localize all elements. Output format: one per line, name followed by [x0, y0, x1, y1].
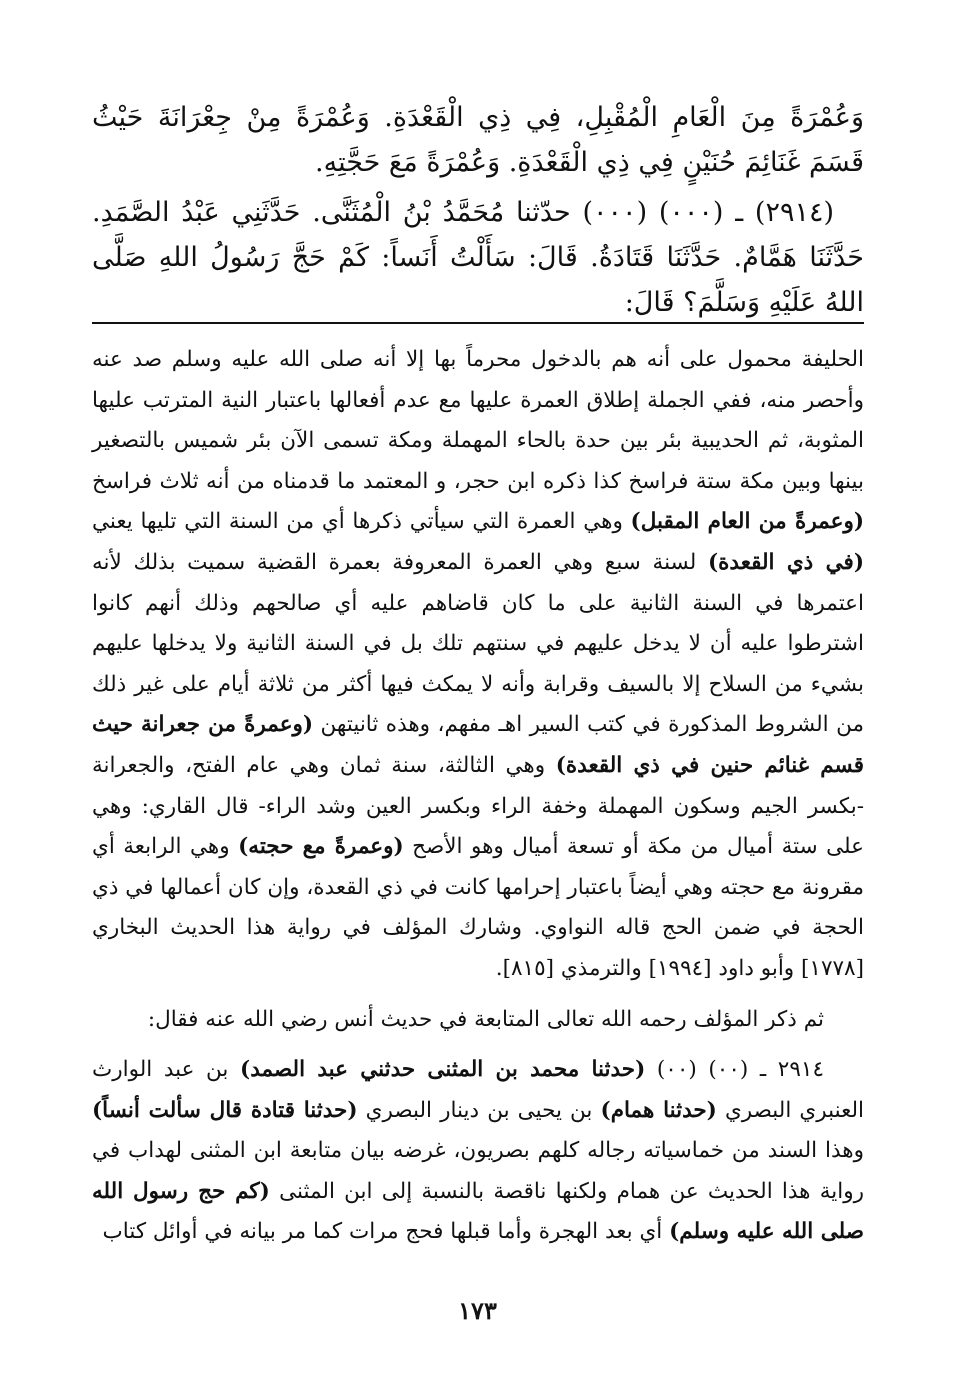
quoted-hadith-phrase: (حدثنا محمد بن المثنى حدثني عبد الصمد): [240, 1057, 646, 1083]
quoted-hadith-phrase: (حدثنا همام): [600, 1097, 717, 1123]
commentary-intro: ثم ذكر المؤلف رحمه الله تعالى المتابعة في حديث أنس رضي الله عنه فقال:: [147, 1006, 824, 1032]
footnote-divider: [92, 322, 864, 324]
commentary-text-run: لسنة سبع وهي العمرة المعروفة بعمرة القضية سميت بذلك لأنه اعتمرها في السنة الثانية على ما كان قاضاهم عليه أي صالحهم وذلك أنهم كانوا اشترطوا عليه أن لا يدخل عليهم في سنتهم تلك بل في السنة الثانية ولا يدخلها عليهم بشيء من السلاح إلا بالسيف وقرابة وأنه لا يمكث فيها أكثر من ثلاثة أيام على غير ذلك من الشروط المذكورة في كتب السير اهـ مفهم، وهذه ثانيتهن: [92, 549, 865, 738]
commentary-paragraph-2: [92, 1050, 864, 1253]
quoted-hadith-phrase: (وعمرةً من العام المقبل): [630, 509, 864, 535]
quoted-hadith-phrase: (وعمرةً من جعرانة حيث قسم غنائم حنين في ذي القعدة): [92, 712, 864, 778]
quoted-hadith-phrase: (حدثنا قتادة قال سألت أنساً): [92, 1097, 358, 1123]
commentary-text-run: الحليفة محمول على أنه هم بالدخول محرماً بها إلا أنه صلى الله عليه وسلم صد عنه وأحصر منه، ففي الجملة إطلاق العمرة عليها مع عدم أفعالها باعتبار النية المترتب عليها المثوبة، ثم الحديبية بئر بين حدة بالحاء المهملة ومكة تسمى الآن بئر شميس بالتصغير بينها وبين مكة ستة فراسخ كذا ذكره ابن حجر، و المعتمد ما قدمناه من أنه ثلاث فراسخ: [92, 347, 864, 494]
hadith-paragraph-1: وَعُمْرَةً مِنَ الْعَامِ الْمُقْبِلِ، فِي ذِي الْقَعْدَةِ. وَعُمْرَةً مِنْ جِعْرَانَةَ حَيْثُ قَسَمَ غَنَائِمَ حُنَيْنٍ فِي ذِي الْقَعْدَةِ. وَعُمْرَةً مَعَ حَجَّتِهِ.: [92, 102, 864, 178]
commentary-text-run: بن عبد الوارث العنبري البصري: [92, 1057, 864, 1123]
quoted-hadith-phrase: (كم حج رسول الله صلى الله عليه وسلم): [92, 1178, 864, 1245]
commentary-paragraph-1: [92, 340, 864, 990]
commentary-text-run: وهي الثالثة، سنة ثمان وهي عام الفتح، والجعرانة -بكسر الجيم وسكون المهملة وخفة الراء وبكسر العين وشد الراء- قال القاري: وهي على ستة أميال من مكة أو تسعة أميال وهو الأصح: [92, 752, 864, 860]
hadith-paragraph-2: (٢٩١٤) ـ (٠٠٠) (٠٠٠) حدّثنا مُحَمَّدُ بْنُ الْمُثَنَّى. حَدَّثَنِي عَبْدُ الصَّمَدِ. حَدَّثَنَا هَمَّامٌ. حَدَّثَنَا قَتَادَةُ. قَالَ: سَأَلْتُ أَنَساً: كَمْ حَجَّ رَسُولُ اللهِ صَلَّى اللهُ عَلَيْهِ وَسَلَّمَ؟ قَالَ:: [92, 197, 864, 318]
page-number: ١٧٣: [458, 1296, 497, 1325]
hadith-text: [92, 95, 864, 330]
commentary-text-run: بن يحيى بن دينار البصري: [357, 1097, 601, 1123]
commentary-text-run: أي بعد الهجرة وأما قبلها فحج مرات كما مر بيانه في أوائل كتاب: [102, 1219, 670, 1245]
quoted-hadith-phrase: (وعمرةً مع حجته): [238, 834, 404, 860]
quoted-hadith-phrase: (في ذي القعدة): [708, 549, 864, 575]
commentary-text: [92, 340, 864, 1253]
commentary-text-run: وهذا السند من خماسياته رجاله كلهم بصريون، غرضه بيان متابعة ابن المثنى لهداب في رواية هذا الحديث عن همام ولكنها ناقصة بالنسبة إلى ابن المثنى: [92, 1138, 864, 1204]
commentary-text-run: وهي العمرة التي سيأتي ذكرها أي من السنة التي تليها يعني: [92, 509, 631, 535]
commentary-text-run: ٢٩١٤ ـ (٠٠) (٠٠): [645, 1057, 824, 1083]
commentary-text-run: وهي الرابعة أي مقرونة مع حجته وهي أيضاً باعتبار إحرامها كانت في ذي القعدة، وإن كان أعمالها في ذي الحجة في ضمن الحج قاله النواوي. وشارك المؤلف في رواية هذا الحديث البخاري [١٧٧٨] وأبو داود [١٩٩٤] والترمذي [٨١٥].: [92, 834, 864, 981]
